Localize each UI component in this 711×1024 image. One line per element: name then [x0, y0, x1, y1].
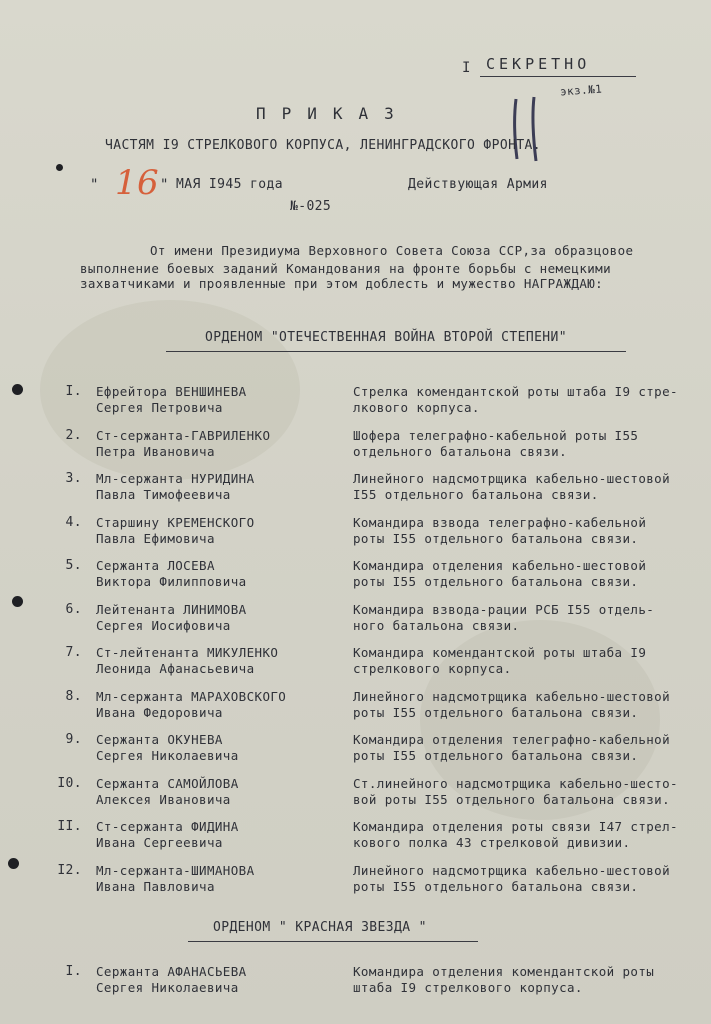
award-rank-surname: Сержанта ЛОСЕВА: [96, 558, 215, 573]
order-number: №-025: [290, 199, 332, 214]
award-rank-surname: Ст-сержанта ФИДИНА: [96, 819, 239, 834]
award-position-line1: Командира отделения кабельно-шестовой: [353, 558, 647, 573]
award-row-number: 5.: [65, 558, 82, 573]
award-position-line1: Командира взвода-рации РСБ I55 отдель-: [353, 601, 655, 617]
award-rank-surname: Ефрейтора ВЕНШИНЕВА: [96, 384, 247, 399]
award-position-line1: Линейного надсмотрщика кабельно-шестовой: [353, 471, 671, 486]
award-rank-surname: Мл-сержанта-ШИМАНОВА: [96, 862, 255, 878]
preamble-line: захватчиками и проявленные при этом доблесть и мужество НАГРАЖДАЮ:: [80, 276, 604, 291]
award-position-line1: Линейного надсмотрщика кабельно-шестовой: [353, 688, 671, 704]
punch-hole: [12, 384, 23, 395]
award-given-names: Алексея Ивановича: [96, 791, 231, 807]
award-row-number: 3.: [65, 471, 82, 486]
heading-underline: [188, 941, 478, 942]
award-position-line1: Командира комендантской роты штаба I9: [353, 645, 647, 660]
punch-hole: [8, 858, 19, 869]
award-row-number: II.: [57, 819, 82, 834]
award-position-line1: Стрелка комендантской роты штаба I9 стре-: [353, 384, 678, 399]
award-position-line2: стрелкового корпуса.: [353, 661, 512, 676]
award-row-number: I0.: [57, 775, 82, 791]
award-rank-surname: Сержанта САМОЙЛОВА: [96, 775, 239, 791]
award-given-names: Ивана Сергеевича: [96, 835, 223, 850]
award-given-names: Леонида Афанасьевича: [96, 661, 255, 676]
copy-mark: экз.№1: [559, 82, 603, 99]
award-given-names: Ивана Федоровича: [96, 704, 223, 720]
award-position-line2: штаба I9 стрелкового корпуса.: [353, 980, 583, 995]
secrecy-underline: [480, 76, 636, 77]
document-subtitle: ЧАСТЯМ I9 СТРЕЛКОВОГО КОРПУСА, ЛЕНИНГРАДСКОГО ФРОНТА.: [105, 138, 542, 153]
date-quote-open: ": [90, 177, 99, 193]
award-row-number: I.: [65, 964, 82, 979]
award-position-line2: кового полка 43 стрелковой дивизии.: [353, 835, 631, 850]
award-rank-surname: Сержанта ОКУНЕВА: [96, 732, 223, 747]
award-row-number: I2.: [57, 862, 82, 878]
award-row-number: 4.: [65, 514, 82, 530]
award-given-names: Павла Тимофеевича: [96, 487, 231, 502]
award-given-names: Сергея Николаевича: [96, 980, 239, 995]
date-quote-close: ": [160, 177, 169, 193]
award-position-line1: Ст.линейного надсмотрщика кабельно-шесто-: [353, 775, 678, 791]
award-position-line2: роты I55 отдельного батальона связи.: [353, 878, 639, 894]
punch-hole: [56, 164, 63, 171]
award-row-number: 9.: [65, 732, 82, 747]
award-position-line2: вой роты I55 отдельного батальона связи.: [353, 791, 671, 807]
award-position-line2: роты I55 отдельного батальона связи.: [353, 574, 639, 589]
secrecy-stamp: СЕКРЕТНО: [486, 55, 591, 73]
award-given-names: Виктора Филипповича: [96, 574, 247, 589]
award-position-line2: I55 отдельного батальона связи.: [353, 487, 599, 502]
award-position-line2: роты I55 отдельного батальона связи.: [353, 748, 639, 763]
order2-heading: ОРДЕНОМ " КРАСНАЯ ЗВЕЗДА ": [213, 920, 427, 935]
award-rank-surname: Мл-сержанта МАРАХОВСКОГО: [96, 688, 287, 704]
award-rank-surname: Мл-сержанта НУРИДИНА: [96, 471, 255, 486]
award-rank-surname: Ст-лейтенанта МИКУЛЕНКО: [96, 645, 279, 660]
award-rank-surname: Лейтенанта ЛИНИМОВА: [96, 601, 247, 617]
award-row-number: 8.: [65, 688, 82, 704]
award-position-line1: Шофера телеграфно-кабельной роты I55: [353, 427, 639, 443]
award-row-number: 6.: [65, 601, 82, 617]
award-given-names: Павла Ефимовича: [96, 530, 215, 546]
award-given-names: Сергея Иосифовича: [96, 617, 231, 633]
award-given-names: Петра Ивановича: [96, 443, 215, 459]
award-position-line1: Командира взвода телеграфно-кабельной: [353, 514, 647, 530]
award-given-names: Сергея Николаевича: [96, 748, 239, 763]
order1-heading: ОРДЕНОМ "ОТЕЧЕСТВЕННАЯ ВОЙНА ВТОРОЙ СТЕПЕНИ": [205, 330, 567, 345]
award-row-number: I.: [65, 384, 82, 399]
award-rank-surname: Сержанта АФАНАСЬЕВА: [96, 964, 247, 979]
date-day-handwritten: 16: [115, 163, 160, 203]
award-rank-surname: Ст-сержанта-ГАВРИЛЕНКО: [96, 427, 271, 443]
award-row-number: 2.: [65, 427, 82, 443]
award-position-line2: лкового корпуса.: [353, 400, 480, 415]
award-position-line2: отдельного батальона связи.: [353, 443, 567, 459]
award-position-line2: ного батальона связи.: [353, 617, 520, 633]
award-given-names: Сергея Петровича: [96, 400, 223, 415]
preamble-line: выполнение боевых заданий Командования на фронте борьбы с немецкими: [80, 261, 612, 276]
handwritten-mark: [508, 95, 548, 165]
award-rank-surname: Старшину КРЕМЕНСКОГО: [96, 514, 255, 530]
award-row-number: 7.: [65, 645, 82, 660]
award-position-line2: роты I55 отдельного батальона связи.: [353, 704, 639, 720]
award-position-line1: Командира отделения комендантской роты: [353, 964, 655, 979]
preamble-line: От имени Президиума Верховного Совета Союза ССР,за образцовое: [150, 243, 634, 258]
location-label: Действующая Армия: [408, 177, 548, 192]
award-position-line1: Командира отделения роты связи I47 стрел-: [353, 819, 678, 834]
award-position-line1: Командира отделения телеграфно-кабельной: [353, 732, 671, 747]
award-position-line1: Линейного надсмотрщика кабельно-шестовой: [353, 862, 671, 878]
heading-underline: [166, 351, 626, 352]
award-given-names: Ивана Павловича: [96, 878, 215, 894]
document-title: ПРИКАЗ: [256, 104, 410, 123]
punch-hole: [12, 596, 23, 607]
date-month-year: МАЯ I945 года: [176, 177, 283, 192]
award-position-line2: роты I55 отдельного батальона связи.: [353, 530, 639, 546]
secrecy-prefix: I: [462, 60, 471, 76]
